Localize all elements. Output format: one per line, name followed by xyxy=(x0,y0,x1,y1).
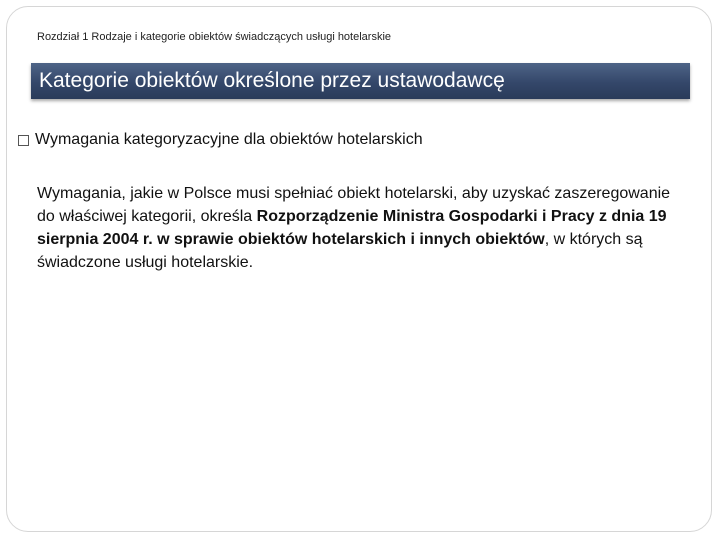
bullet-item xyxy=(18,131,423,149)
square-bullet-icon xyxy=(18,135,29,146)
title-bar xyxy=(31,63,690,99)
paragraph-regulation-name: Rozporządzenie Ministra Gospodarki i Pracy z dnia 19 sierpnia 2004 r. w sprawie obiektów hotelarskich i innych obiektów xyxy=(37,208,667,248)
slide-title: Kategorie obiektów określone przez ustawodawcę xyxy=(39,69,505,92)
bullet-text: Wymagania kategoryzacyjne dla obiektów hotelarskich xyxy=(35,131,423,148)
chapter-header: Rozdział 1 Rodzaje i kategorie obiektów świadczących usługi hotelarskie xyxy=(37,31,392,43)
body-paragraph xyxy=(37,182,677,274)
paragraph-text-part1: Wymagania, jakie w Polsce musi spełniać obiekt hotelarski, aby uzyskać zaszeregowanie do właściwej kategorii, określa xyxy=(37,185,671,225)
paragraph-text-part2: , w których są świadczone usługi hotelarskie. xyxy=(37,231,643,271)
